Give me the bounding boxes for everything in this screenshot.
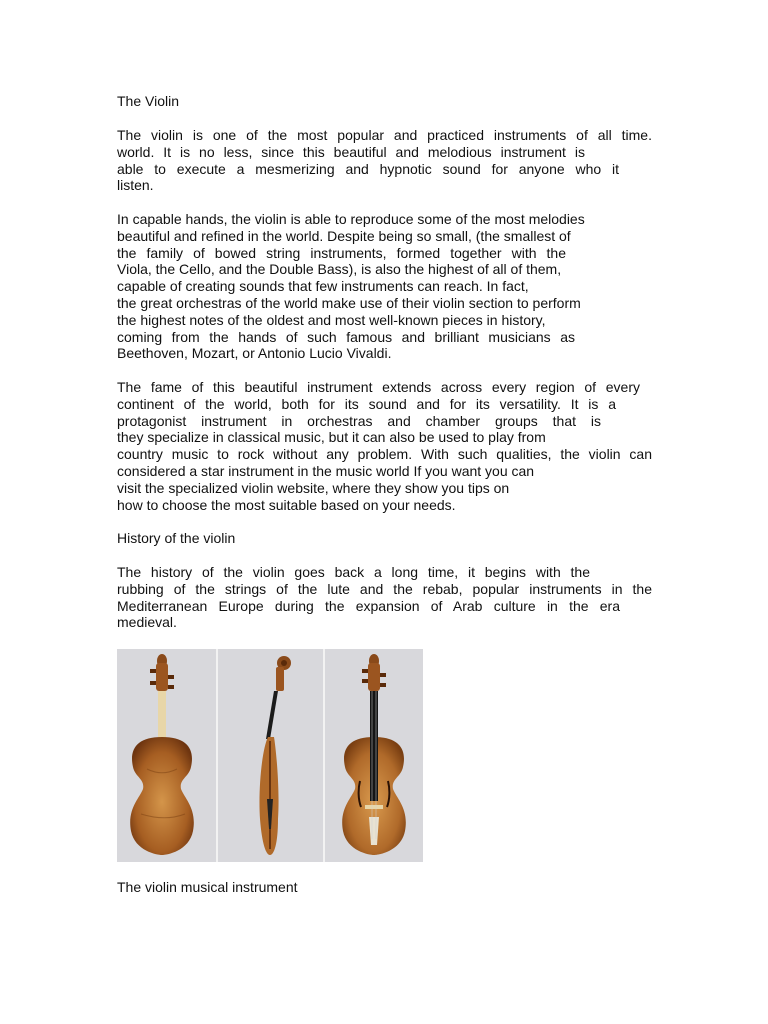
paragraph-line: The fame of this beautiful instrument extends across every region of every — [117, 379, 640, 395]
paragraph-line: In capable hands, the violin is able to reproduce some of the most melodies — [117, 211, 585, 227]
violin-side-image — [218, 649, 323, 862]
paragraph-line: Viola, the Cello, and the Double Bass), is also the highest of all of them, — [117, 261, 562, 278]
paragraph-line: The violin is one of the most popular and practiced instruments of all time. — [117, 127, 652, 143]
violin-front-image — [325, 649, 423, 862]
image-caption: The violin musical instrument — [117, 879, 298, 895]
paragraph-line: rubbing of the strings of the lute and the rebab, popular instruments in the — [117, 580, 652, 597]
paragraph-line: visit the specialized violin website, where they show you tips on — [117, 479, 510, 496]
paragraph-line: world. It is no less, since this beautiful and melodious instrument is — [117, 143, 585, 160]
paragraph-line: they specialize in classical music, but it can also be used to play from — [117, 429, 546, 446]
paragraph-line: Beethoven, Mozart, or Antonio Lucio Vivaldi. — [117, 345, 392, 362]
paragraph-line: continent of the world, both for its sound and for its versatility. It is a — [117, 395, 616, 412]
violin-photo-strip — [117, 649, 423, 862]
section-heading-history — [117, 530, 652, 547]
document-title — [117, 93, 652, 110]
paragraph-fame — [117, 379, 652, 513]
heading-text: History of the violin — [117, 530, 236, 546]
paragraph-line: protagonist instrument in orchestras and chamber groups that is — [117, 412, 601, 429]
paragraph-line: beautiful and refined in the world. Despite being so small, (the smallest of — [117, 227, 571, 244]
title-text: The Violin — [117, 93, 180, 109]
paragraph-line: how to choose the most suitable based on your needs. — [117, 496, 456, 513]
violin-front-icon — [325, 649, 423, 862]
violin-side-icon — [218, 649, 323, 862]
paragraph-intro — [117, 127, 652, 194]
paragraph-capable-hands — [117, 211, 652, 362]
paragraph-line: the great orchestras of the world make use of their violin section to perform — [117, 294, 581, 311]
violin-back-image — [117, 649, 216, 862]
paragraph-line: listen. — [117, 177, 154, 194]
paragraph-line: the family of bowed string instruments, formed together with the — [117, 244, 566, 261]
paragraph-line: capable of creating sounds that few instruments can reach. In fact, — [117, 278, 529, 295]
paragraph-line: medieval. — [117, 614, 177, 631]
paragraph-line: coming from the hands of such famous and brilliant musicians as — [117, 328, 575, 345]
paragraph-line: Mediterranean Europe during the expansion of Arab culture in the era — [117, 597, 620, 614]
paragraph-line: the highest notes of the oldest and most well-known pieces in history, — [117, 311, 546, 328]
paragraph-line: The history of the violin goes back a long time, it begins with the — [117, 564, 590, 580]
paragraph-line: considered a star instrument in the music world If you want you can — [117, 462, 535, 479]
paragraph-history — [117, 564, 652, 631]
violin-back-icon — [117, 649, 216, 862]
paragraph-line: country music to rock without any problem. With such qualities, the violin can — [117, 446, 652, 463]
paragraph-line: able to execute a mesmerizing and hypnotic sound for anyone who it — [117, 160, 619, 177]
